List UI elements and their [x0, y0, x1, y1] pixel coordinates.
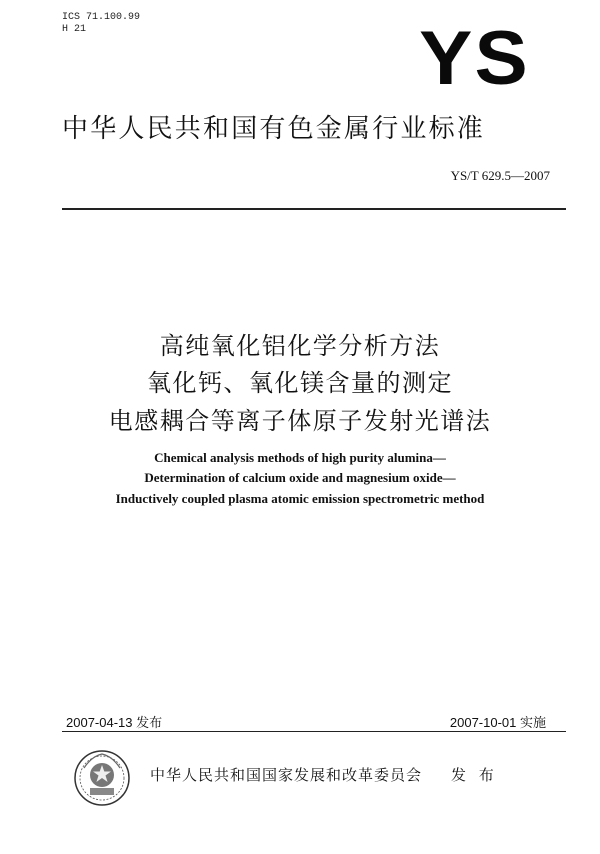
standard-agency-heading: 中华人民共和国有色金属行业标准 — [62, 114, 486, 144]
publish-label: 发 布 — [451, 766, 498, 784]
title-cn-line-2: 氧化钙、氧化镁含量的测定 — [147, 369, 453, 397]
class-code: H 21 — [62, 24, 87, 35]
title-en-line-1: Chemical analysis methods of high purity alumina— — [154, 450, 446, 465]
publisher-name: 中华人民共和国国家发展和改革委员会 — [150, 766, 423, 784]
bottom-divider — [62, 731, 566, 732]
top-divider — [62, 208, 566, 210]
standard-number: YS/T 629.5—2007 — [450, 168, 550, 183]
title-en-line-2: Determination of calcium oxide and magnesium oxide— — [144, 470, 456, 485]
title-en-line-3: Inductively coupled plasma atomic emission spectrometric method — [115, 491, 485, 506]
title-cn-line-1: 高纯氧化铝化学分析方法 — [159, 332, 441, 360]
ics-classification — [62, 12, 140, 36]
issue-date: 2007-04-13 发布 — [66, 715, 163, 730]
national-emblem-seal-icon — [72, 748, 132, 808]
title-cn-line-3: 电感耦合等离子体原子发射光谱法 — [108, 407, 492, 435]
implementation-date: 2007-10-01 实施 — [449, 715, 546, 730]
ics-code: ICS 71.100.99 — [62, 12, 141, 23]
ys-logo: YS — [419, 16, 530, 101]
